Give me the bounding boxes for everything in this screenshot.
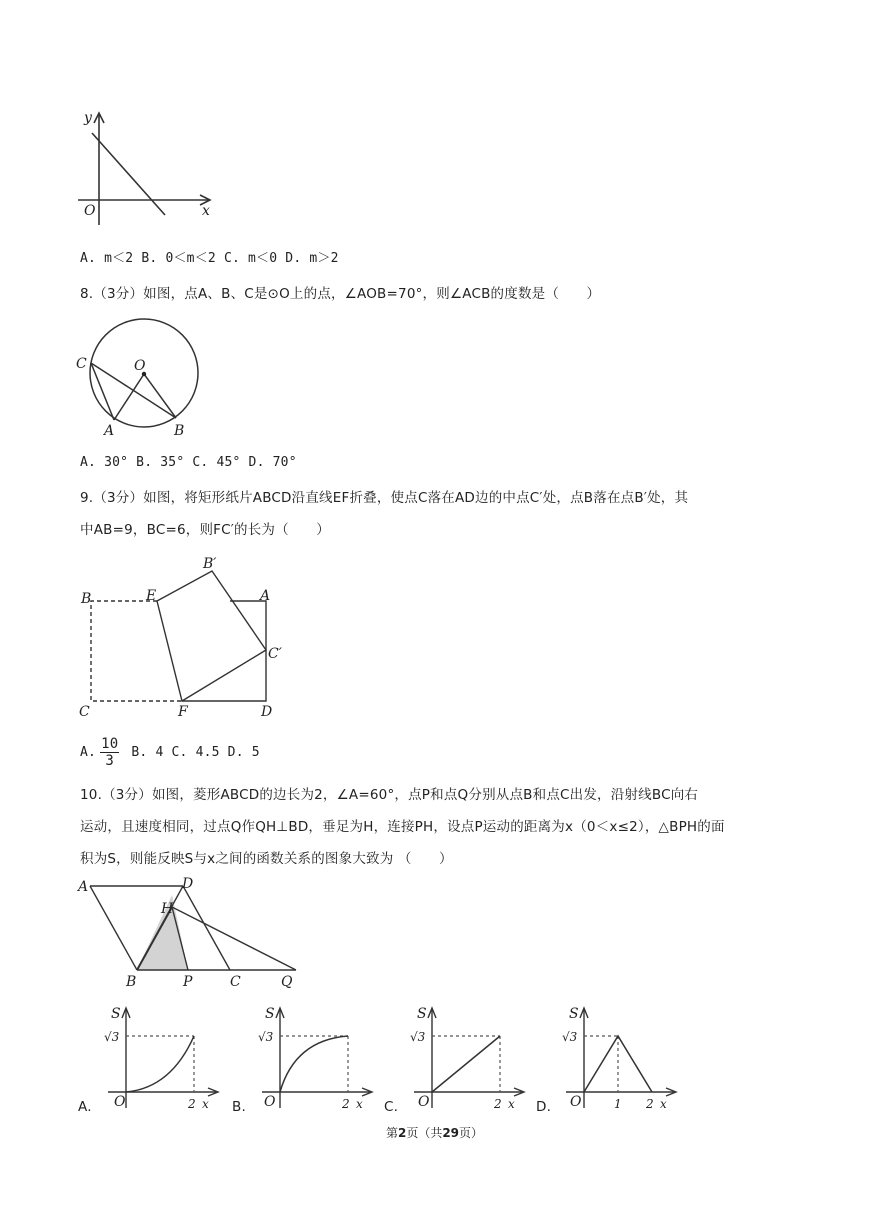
q7-axis-x: x [202,203,210,219]
q10-graph-d-sqrt3: √3 [562,1030,578,1044]
q8-stem: 8.（3分）如图，点A、B、C是⊙O上的点，∠AOB=70°，则∠ACB的度数是（ ） [80,286,601,302]
q8-options: A. 30° B. 35° C. 45° D. 70° [80,455,297,470]
q10-label-q: Q [281,974,293,990]
q9-label-e: E [146,588,157,604]
q9-label-b: B [81,591,92,607]
q10-graph-b-letter: B. [232,1099,246,1115]
q10-label-c: C [230,974,241,990]
q7-origin: O [84,203,96,219]
q10-stem-line3: 积为S，则能反映S与x之间的函数关系的图象大致为 （ ） [80,851,453,867]
q10-graph-c-sqrt3: √3 [410,1030,426,1044]
q10-graph-b-x: x [356,1097,363,1111]
q10-graph-b-o: O [264,1094,276,1110]
q10-graph-c-two: 2 [494,1097,502,1111]
q10-graph-a-s: S [111,1006,121,1022]
q10-graph-d-letter: D. [536,1099,552,1115]
q9-label-c: C [79,704,90,720]
q9-rectangle-figure [70,550,300,722]
footer-pre: 第 [385,1126,398,1140]
q8-label-o: O [134,358,146,374]
q7-graph [70,105,220,225]
q10-label-a: A [78,879,89,895]
q10-graph-a-letter: A. [78,1099,92,1115]
q9-option-a-num: 10 [101,736,119,752]
q9-label-a: A [260,588,271,604]
q9-label-bp: B′ [203,556,217,572]
q10-graph-b-sqrt3: √3 [258,1030,274,1044]
footer-post: 页） [459,1126,484,1140]
q10-graph-d-s: S [569,1006,579,1022]
q10-graph-c [402,1000,532,1115]
q10-label-d: D [182,876,194,892]
q10-graph-a-x: x [202,1097,209,1111]
q10-stem-line1: 10.（3分）如图，菱形ABCD的边长为2，∠A=60°，点P和点Q分别从点B和点C出发，沿射线BC向右 [80,787,699,803]
footer-mid: 页（共 [406,1126,443,1140]
q10-label-p: P [183,974,193,990]
q8-label-a: A [104,423,115,439]
q10-graph-d-one: 1 [614,1097,622,1111]
q10-graph-d-two: 2 [646,1097,654,1111]
q9-label-d: D [261,704,273,720]
q8-circle-figure [72,318,212,440]
q9-option-a-fraction [100,736,119,769]
q10-graph-b-two: 2 [342,1097,350,1111]
footer-page-number: 2 [397,1126,407,1140]
q10-graph-a [96,1000,226,1115]
q10-graph-a-two: 2 [188,1097,196,1111]
q10-rhombus-figure [70,873,310,993]
q10-graph-d-x: x [660,1097,667,1111]
q10-graph-d-o: O [570,1094,582,1110]
q9-stem-line1: 9.（3分）如图，将矩形纸片ABCD沿直线EF折叠，使点C落在AD边的中点C′处，点B落在点B′处，其 [80,490,689,506]
q8-label-c: C [76,356,87,372]
q10-graph-c-x: x [508,1097,515,1111]
q9-option-a-den: 3 [105,753,115,769]
q10-label-b: B [126,974,137,990]
q10-graph-b-s: S [265,1006,275,1022]
q10-graph-a-o: O [114,1094,126,1110]
q9-label-cp: C′ [268,646,282,662]
q9-option-a-prefix: A. [80,745,97,760]
q10-graph-b [250,1000,380,1115]
page-footer [0,1124,869,1141]
q10-graph-d [554,1000,684,1115]
footer-total-pages: 29 [442,1126,460,1140]
q10-label-h: H [161,901,174,917]
q9-stem-line2: 中AB=9，BC=6，则FC′的长为（ ） [80,522,330,538]
q10-graph-c-s: S [417,1006,427,1022]
q7-axis-y: y [84,110,92,126]
q7-options: A. m＜2 B. 0＜m＜2 C. m＜0 D. m＞2 [80,251,339,266]
q10-graph-a-sqrt3: √3 [104,1030,120,1044]
q10-graph-c-letter: C. [384,1099,399,1115]
q10-graph-c-o: O [418,1094,430,1110]
q9-options-rest: B. 4 C. 4.5 D. 5 [131,745,260,760]
q10-stem-line2: 运动，且速度相同，过点Q作QH⊥BD，垂足为H，连接PH，设点P运动的距离为x（0＜x≤2），△BPH的面 [80,819,725,835]
q9-options [80,735,260,771]
q9-label-f: F [178,704,188,720]
q8-label-b: B [174,423,185,439]
